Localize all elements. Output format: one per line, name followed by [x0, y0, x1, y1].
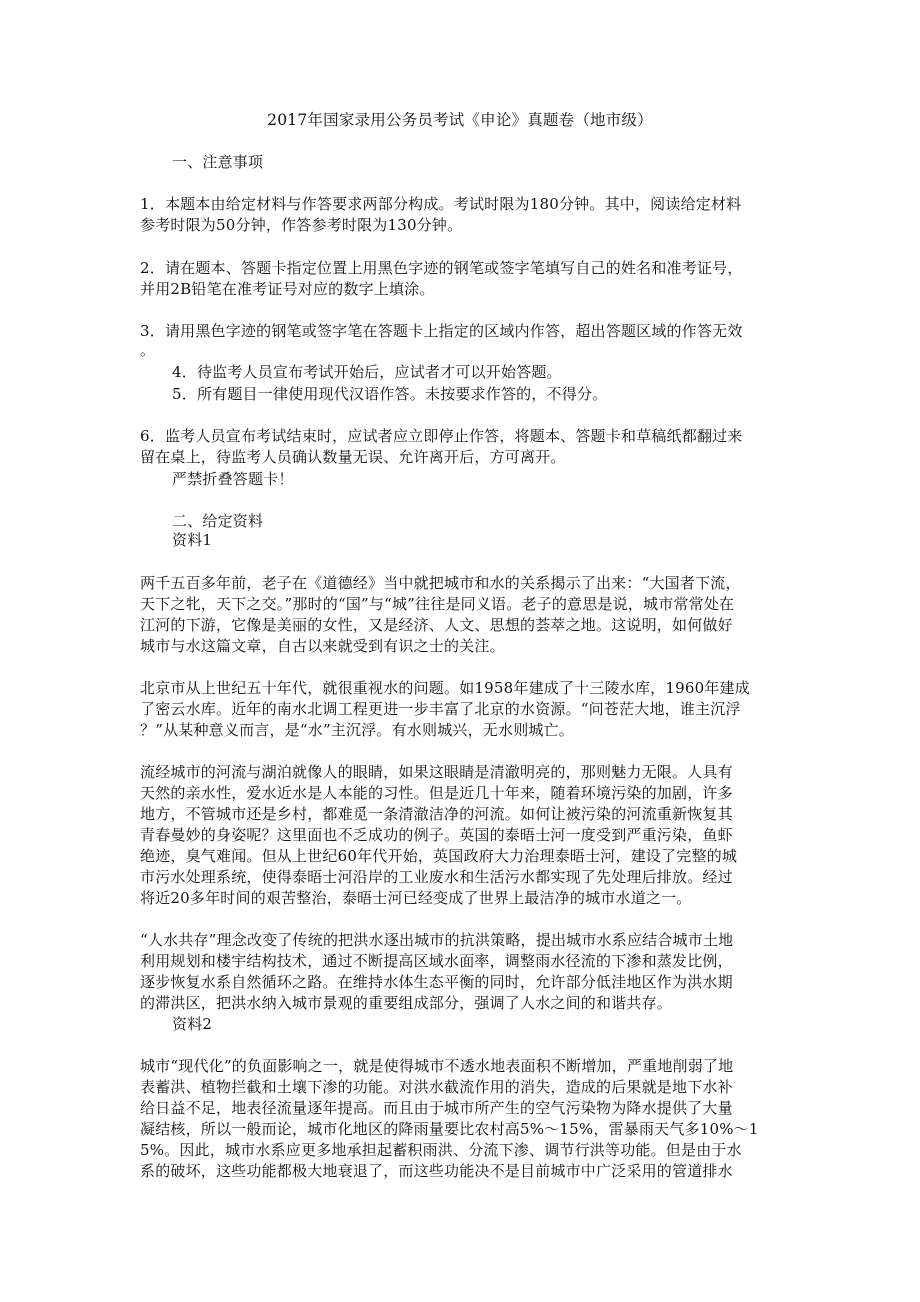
- note-3-line-2: 。: [140, 341, 156, 359]
- m1-p3-line-4: 青春曼妙的身姿呢？这里面也不乏成功的例子。英国的泰晤士河一度受到严重污染，鱼虾: [140, 826, 733, 844]
- material-2-label: 资料2: [172, 1015, 213, 1033]
- m1-p2-line-3: ？”从某种意义而言，是“水”主沉浮。有水则城兴，无水则城亡。: [140, 721, 575, 739]
- m1-p1-line-4: 城市与水这篇文章，自古以来就受到有识之士的关注。: [140, 637, 505, 655]
- m1-p2-line-1: 北京市从上世纪五十年代，就很重视水的问题。如1958年建成了十三陵水库，1960年建成: [140, 679, 750, 697]
- note-1-line-1: 1．本题本由给定材料与作答要求两部分构成。考试时限为180分钟。其中，阅读给定材料: [140, 195, 742, 213]
- m1-p3-line-6: 市污水处理系统，使得泰晤士河沿岸的工业废水和生活污水都实现了先处理后排放。经过: [140, 868, 733, 886]
- m2-p1-line-3: 给日益不足，地表径流量逐年提高。而且由于城市所产生的空气污染物为降水提供了大量: [140, 1099, 733, 1117]
- m1-p3-line-7: 将近20多年时间的艰苦整治，泰晤士河已经变成了世界上最洁净的城市水道之一。: [140, 889, 692, 907]
- m1-p3-line-2: 天然的亲水性，爱水近水是人本能的习性。但是近几十年来，随着环境污染的加剧，许多: [140, 784, 733, 802]
- m1-p1-line-3: 江河的下游，它像是美丽的女性，又是经济、人文、思想的荟萃之地。这说明，如何做好: [140, 616, 733, 634]
- m2-p1-line-5: 5%。因此，城市水系应更多地承担起蓄积雨洪、分流下渗、调节行洪等功能。但是由于水: [140, 1141, 742, 1159]
- m1-p1-line-2: 天下之牝，天下之交。”那时的“国”与“城”往往是同义语。老子的意思是说，城市常常处在: [140, 595, 735, 613]
- m2-p1-line-4: 凝结核，所以一般而论，城市化地区的降雨量要比农村高5%～15%，雷暴雨天气多10%～1: [140, 1120, 759, 1138]
- note-6-line-2: 留在桌上，待监考人员确认数量无误、允许离开后，方可离开。: [140, 448, 566, 466]
- warning-text: 严禁折叠答题卡！: [172, 470, 294, 488]
- m1-p2-line-2: 了密云水库。近年的南水北调工程更进一步丰富了北京的水资源。“问苍茫大地，谁主沉浮: [140, 700, 741, 718]
- m1-p4-line-1: “人水共存”理念改变了传统的把洪水逐出城市的抗洪策略，提出城市水系应结合城市土地: [140, 931, 734, 949]
- note-1-line-2: 参考时限为50分钟，作答参考时限为130分钟。: [140, 216, 463, 234]
- m1-p3-line-3: 地方，不管城市还是乡村，都难觅一条清澈洁净的河流。如何让被污染的河流重新恢复其: [140, 805, 733, 823]
- m1-p4-line-4: 的滞洪区，把洪水纳入城市景观的重要组成部分，强调了人水之间的和谐共存。: [140, 994, 673, 1012]
- note-2-line-2: 并用2B铅笔在准考证号对应的数字上填涂。: [140, 280, 435, 298]
- material-1-label: 资料1: [172, 531, 213, 549]
- m1-p4-line-2: 利用规划和楼宇结构技术，通过不断提高区域水面率，调整雨水径流的下渗和蒸发比例，: [140, 952, 733, 970]
- m2-p1-line-6: 系的破坏，这些功能都极大地衰退了，而这些功能决不是目前城市中广泛采用的管道排水: [140, 1162, 733, 1180]
- section-heading-materials: 二、给定资料: [172, 512, 264, 530]
- note-6-line-1: 6．监考人员宣布考试结束时，应试者应立即停止作答，将题本、答题卡和草稿纸都翻过来: [140, 427, 743, 445]
- note-3-line-1: 3．请用黑色字迹的钢笔或签字笔在答题卡上指定的区域内作答，超出答题区域的作答无效: [140, 322, 743, 340]
- m1-p3-line-1: 流经城市的河流与湖泊就像人的眼睛，如果这眼睛是清澈明亮的，那则魅力无限。人具有: [140, 763, 733, 781]
- m1-p3-line-5: 绝迹，臭气难闻。但从上世纪60年代开始，英国政府大力治理泰晤士河，建设了完整的城: [140, 847, 738, 865]
- m1-p1-line-1: 两千五百多年前，老子在《道德经》当中就把城市和水的关系揭示了出来：“大国者下流，: [140, 574, 741, 592]
- m1-p4-line-3: 逐步恢复水系自然循环之路。在维持水体生态平衡的同时，允许部分低洼地区作为洪水期: [140, 973, 733, 991]
- m2-p1-line-1: 城市“现代化”的负面影响之一，就是使得城市不透水地表面积不断增加，严重地削弱了地: [140, 1057, 734, 1075]
- m2-p1-line-2: 表蓄洪、植物拦截和土壤下渗的功能。对洪水截流作用的消失，造成的后果就是地下水补: [140, 1078, 733, 1096]
- page-title: 2017年国家录用公务员考试《申论》真题卷（地市级）: [267, 111, 653, 129]
- note-2-line-1: 2．请在题本、答题卡指定位置上用黑色字迹的钢笔或签字笔填写自己的姓名和准考证号，: [140, 259, 743, 277]
- note-5: 5．所有题目一律使用现代汉语作答。未按要求作答的，不得分。: [172, 385, 608, 403]
- note-4: 4．待监考人员宣布考试开始后，应试者才可以开始答题。: [172, 363, 562, 381]
- section-heading-notes: 一、注意事项: [172, 153, 264, 171]
